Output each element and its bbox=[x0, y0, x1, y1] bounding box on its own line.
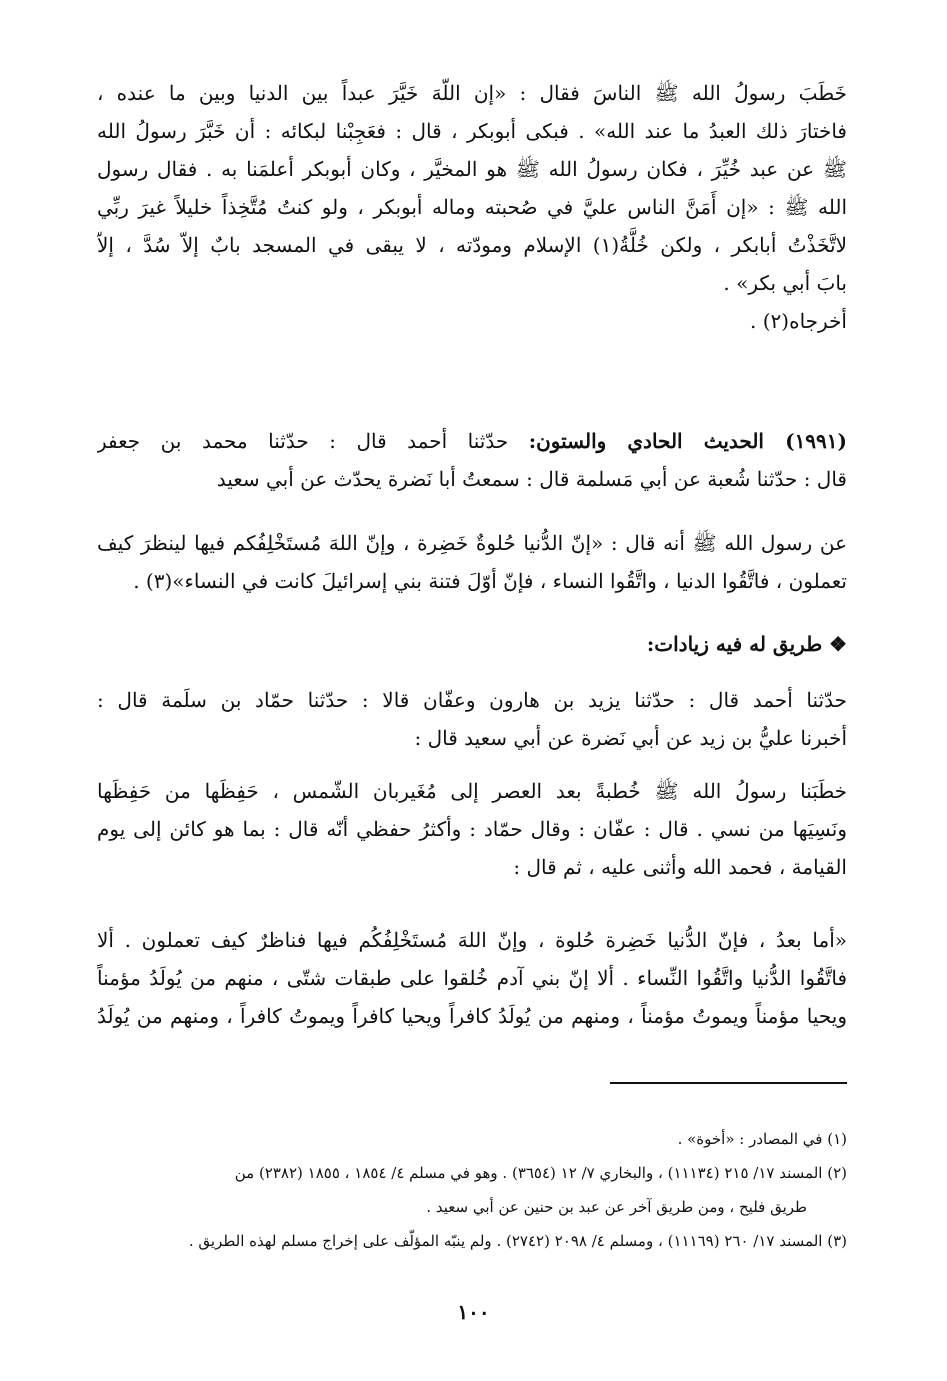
text-line: أخبرنا عليُّ بن زيد عن أبي نَضرة عن أبي سعيد قال : bbox=[414, 726, 847, 750]
text-line: عن رسول الله ﷺ أنه قال : «إنّ الدُّنيا حُلوةٌ خَضِرة ، وإنّ اللهَ مُستَخْلِفُكم فيها لينظرَ كيف bbox=[97, 531, 847, 555]
text-line: ونَسِيَها من نسي . قال : عفّان : وقال حمّاد : وأكثرُ حفظي أنّه قال : بما هو كائن إلى يوم bbox=[97, 817, 847, 841]
footnotes bbox=[97, 1122, 847, 1258]
text-line: «أما بعدُ ، فإنّ الدُّنيا خَضِرة حُلوة ، وإنّ اللهَ مُستَخْلِفُكُم فيها فناظرٌ كيف تعملون . ألا bbox=[97, 928, 847, 952]
text-line: ﷺ عن عبد خُيِّرَ ، فكان رسولُ الله ﷺ هو المخيَّر ، وكان أبوبكر أعلمَنا به . فقال رسول bbox=[97, 157, 847, 181]
khutba-narration bbox=[97, 772, 847, 886]
footnote-1: (١) في المصادر : «أخوة» . bbox=[677, 1130, 847, 1148]
text-line: لاتَّخَذْتُ أبابكر ، ولكن خُلَّةُ(١) الإسلام ومودّته ، لا يبقى في المسجد بابٌ إلاّ سُدَّ ، إلاّ bbox=[97, 233, 847, 257]
text-line: ويحيا مؤمناً ويموتُ مؤمناً ، ومنهم من يُولَدُ كافراً ويحيا كافراً ويموتُ كافراً ، ومنهم من يُولَدُ bbox=[97, 1004, 847, 1028]
footnote-2-continued: طريق فليح ، ومن طريق آخر عن عبد بن حنين عن أبي سعيد . bbox=[426, 1198, 807, 1216]
text-line: الله ﷺ : «إن أَمَنَّ الناس عليَّ في صُحبته وماله أبوبكر ، ولو كنتُ مُتَّخِذاً خليلاً غيرَ ربِّي bbox=[97, 195, 847, 219]
text-line: القيامة ، فحمد الله وأثنى عليه ، ثم قال : bbox=[513, 855, 847, 879]
khutba-text bbox=[97, 921, 847, 1035]
text-line: تعملون ، فاتَّقُوا الدنيا ، واتَّقُوا النساء ، فإنّ أوّلَ فتنة بني إسرائيلَ كانت في النساء»(٣) . bbox=[133, 569, 847, 593]
text-line: قال : حدّثنا شُعبة عن أبي مَسلمة قال : سمعتُ أبا نَضرة يحدّث عن أبي سعيد bbox=[216, 467, 847, 491]
section-heading: ❖ طريق له فيه زيادات: bbox=[646, 632, 847, 656]
footnote-2: (٢) المسند ١٧/ ٢١٥ (١١١٣٤) ، والبخاري ٧/ ١٢ (٣٦٥٤) . وهو في مسلم ٤/ ١٨٥٤ ، ١٨٥٥ (٢٣٨٢) من bbox=[234, 1164, 847, 1182]
hadith-1991-isnad bbox=[97, 422, 847, 498]
text-line: حدّثنا أحمد قال : حدّثنا يزيد بن هارون وعفّان قالا : حدّثنا حمّاد بن سلَمة قال : bbox=[97, 688, 847, 712]
paragraph-khutba bbox=[97, 74, 847, 340]
text-line bbox=[97, 422, 847, 460]
footnote-3: (٣) المسند ١٧/ ٢٦٠ (١١١٦٩) ، ومسلم ٤/ ٢٠٩٨ (٢٧٤٢) . ولم ينبّه المؤلّف على إخراج مسلم لهذه الطريق . bbox=[188, 1232, 847, 1250]
isnad-text: حدّثنا أحمد قال : حدّثنا محمد بن جعفر bbox=[97, 429, 509, 453]
hadith-1991-matn bbox=[97, 524, 847, 600]
hadith-heading: (١٩٩١) الحديث الحادي والستون: bbox=[528, 429, 847, 453]
text-line: خطَبَنا رسولُ الله ﷺ خُطبةً بعد العصر إلى مُغَيربان الشّمس ، حَفِظَها من حَفِظَها bbox=[97, 779, 847, 803]
page-number: ١٠٠ bbox=[457, 1300, 490, 1324]
text-line: فاتَّقُوا الدُّنيا واتَّقُوا النِّساء . ألا إنّ بني آدم خُلقوا على طبقات شتّى ، منهم من يُولَدُ مؤمناً bbox=[97, 966, 847, 990]
text-line: بابَ أبي بكر» . bbox=[723, 271, 847, 295]
footnote-separator bbox=[610, 1082, 847, 1084]
text-line: فاختارَ ذلك العبدُ ما عند الله» . فبكى أبوبكر ، قال : فعَجِبْنا لبكائه : أن خَبَّرَ رسولُ الله bbox=[97, 119, 847, 143]
text-line: خَطَبَ رسولُ الله ﷺ الناسَ فقال : «إن اللّهَ خَيَّرَ عبداً بين الدنيا وبين ما عنده ، bbox=[97, 81, 847, 105]
text-line: أخرجاه(٢) . bbox=[750, 309, 847, 333]
section-heading-block bbox=[97, 625, 847, 663]
isnad-paragraph bbox=[97, 681, 847, 757]
